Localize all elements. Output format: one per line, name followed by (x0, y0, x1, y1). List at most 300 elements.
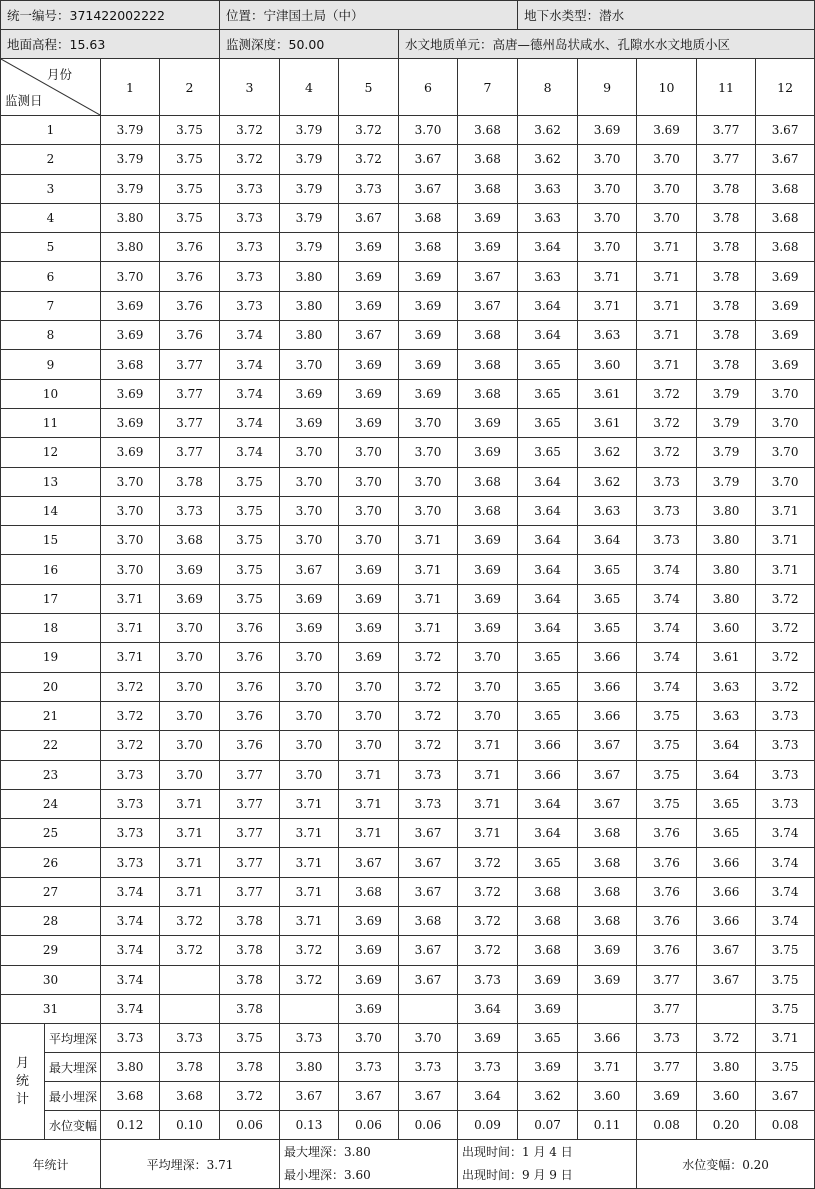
stats-row (1, 1111, 815, 1140)
stat-value-cell: 0.06 (339, 1111, 399, 1140)
depth-value-cell: 3.70 (458, 701, 518, 730)
depth-value-cell: 3.80 (280, 321, 339, 350)
depth-value-cell: 3.77 (160, 438, 220, 467)
depth-value-cell: 3.70 (756, 408, 815, 437)
depth-value-cell: 3.79 (101, 145, 160, 174)
depth-value-cell: 3.76 (160, 262, 220, 291)
day-cell: 9 (1, 350, 101, 379)
depth-value-cell: 3.66 (578, 701, 637, 730)
depth-value-cell: 3.70 (160, 614, 220, 643)
depth-value-cell: 3.71 (101, 584, 160, 613)
day-cell: 27 (1, 877, 101, 906)
depth-value-cell: 3.69 (339, 555, 399, 584)
stat-value-cell: 3.73 (280, 1024, 339, 1053)
table-row (1, 555, 815, 584)
depth-value-cell: 3.71 (578, 291, 637, 320)
depth-value-cell: 3.70 (339, 701, 399, 730)
annual-min-depth: 最小埋深：3.60 (284, 1168, 371, 1183)
depth-value-cell: 3.68 (458, 379, 518, 408)
depth-value-cell: 3.74 (101, 936, 160, 965)
table-row (1, 760, 815, 789)
stat-value-cell: 3.78 (220, 1053, 280, 1082)
depth-value-cell: 3.65 (578, 584, 637, 613)
depth-value-cell: 3.64 (518, 526, 578, 555)
depth-value-cell: 3.68 (399, 233, 458, 262)
stat-value-cell: 3.68 (101, 1082, 160, 1111)
depth-value-cell (160, 965, 220, 994)
depth-value-cell: 3.69 (339, 379, 399, 408)
depth-value-cell: 3.69 (458, 408, 518, 437)
depth-value-cell: 3.75 (220, 496, 280, 525)
stat-value-cell: 3.73 (399, 1053, 458, 1082)
depth-value-cell: 3.68 (458, 496, 518, 525)
depth-value-cell: 3.67 (399, 877, 458, 906)
month-header-5: 5 (339, 59, 399, 116)
depth-value-cell: 3.66 (697, 907, 756, 936)
depth-value-cell: 3.67 (399, 174, 458, 203)
depth-value-cell: 3.67 (578, 731, 637, 760)
depth-value-cell: 3.65 (518, 408, 578, 437)
depth-value-cell: 3.70 (399, 116, 458, 145)
depth-value-cell: 3.71 (637, 262, 697, 291)
depth-value-cell: 3.72 (458, 877, 518, 906)
depth-value-cell: 3.61 (578, 379, 637, 408)
depth-value-cell: 3.69 (101, 291, 160, 320)
depth-value-cell: 3.70 (280, 350, 339, 379)
depth-value-cell: 3.69 (339, 994, 399, 1023)
depth-value-cell: 3.80 (280, 291, 339, 320)
depth-value-cell: 3.79 (697, 379, 756, 408)
table-row (1, 174, 815, 203)
depth-value-cell: 3.72 (637, 408, 697, 437)
depth-value-cell: 3.65 (518, 350, 578, 379)
depth-value-cell: 3.70 (399, 408, 458, 437)
stat-value-cell: 0.06 (399, 1111, 458, 1140)
depth-value-cell: 3.72 (399, 643, 458, 672)
depth-value-cell: 3.80 (697, 555, 756, 584)
depth-value-cell: 3.71 (160, 819, 220, 848)
depth-value-cell: 3.64 (518, 555, 578, 584)
depth-value-cell: 3.64 (518, 467, 578, 496)
depth-value-cell: 3.69 (458, 555, 518, 584)
day-cell: 6 (1, 262, 101, 291)
depth-value-cell: 3.70 (280, 438, 339, 467)
depth-value-cell: 3.70 (280, 467, 339, 496)
depth-value-cell: 3.71 (399, 555, 458, 584)
depth-value-cell: 3.76 (637, 936, 697, 965)
depth-value-cell: 3.74 (637, 584, 697, 613)
stat-value-cell: 0.08 (637, 1111, 697, 1140)
depth-value-cell: 3.65 (518, 438, 578, 467)
depth-value-cell: 3.69 (578, 936, 637, 965)
depth-value-cell: 3.69 (399, 321, 458, 350)
depth-value-cell: 3.78 (220, 965, 280, 994)
depth-value-cell: 3.70 (160, 731, 220, 760)
table-row (1, 965, 815, 994)
depth-value-cell: 3.69 (756, 291, 815, 320)
stat-value-cell: 3.80 (101, 1053, 160, 1082)
depth-value-cell: 3.68 (458, 116, 518, 145)
month-header-2: 2 (160, 59, 220, 116)
depth-value-cell: 3.73 (101, 848, 160, 877)
depth-value-cell: 3.69 (280, 379, 339, 408)
depth-value-cell: 3.70 (399, 496, 458, 525)
monitoring-depth: 监测深度：50.00 (220, 30, 399, 59)
depth-value-cell: 3.70 (458, 672, 518, 701)
month-header-11: 11 (697, 59, 756, 116)
depth-value-cell: 3.69 (101, 321, 160, 350)
depth-value-cell: 3.67 (458, 291, 518, 320)
depth-value-cell: 3.70 (339, 731, 399, 760)
depth-value-cell: 3.74 (101, 907, 160, 936)
depth-value-cell: 3.76 (160, 291, 220, 320)
depth-value-cell: 3.70 (339, 438, 399, 467)
depth-value-cell: 3.70 (280, 731, 339, 760)
depth-value-cell: 3.67 (578, 760, 637, 789)
depth-value-cell: 3.72 (280, 965, 339, 994)
depth-value-cell: 3.73 (220, 262, 280, 291)
depth-value-cell: 3.70 (280, 643, 339, 672)
stat-value-cell: 0.11 (578, 1111, 637, 1140)
month-header-row (1, 59, 815, 116)
depth-value-cell: 3.70 (578, 233, 637, 262)
depth-value-cell: 3.70 (280, 496, 339, 525)
stat-value-cell: 3.73 (458, 1053, 518, 1082)
depth-value-cell: 3.77 (220, 760, 280, 789)
annual-stats-row (1, 1140, 815, 1189)
depth-value-cell: 3.69 (339, 262, 399, 291)
depth-value-cell: 3.64 (518, 614, 578, 643)
stat-value-cell: 0.08 (756, 1111, 815, 1140)
stat-name: 最大埋深 (45, 1053, 101, 1082)
depth-value-cell: 3.71 (160, 877, 220, 906)
depth-value-cell: 3.71 (399, 614, 458, 643)
depth-value-cell: 3.72 (220, 145, 280, 174)
depth-value-cell: 3.79 (280, 174, 339, 203)
depth-value-cell: 3.69 (339, 408, 399, 437)
depth-value-cell: 3.78 (220, 994, 280, 1023)
depth-value-cell: 3.72 (399, 701, 458, 730)
stat-value-cell: 3.73 (339, 1053, 399, 1082)
depth-value-cell: 3.70 (339, 496, 399, 525)
depth-value-cell: 3.75 (637, 731, 697, 760)
day-axis-label: 监测日 (5, 93, 43, 108)
depth-value-cell: 3.79 (101, 116, 160, 145)
depth-value-cell: 3.73 (399, 789, 458, 818)
depth-value-cell: 3.73 (399, 760, 458, 789)
depth-value-cell: 3.64 (518, 496, 578, 525)
depth-value-cell: 3.69 (518, 994, 578, 1023)
diagonal-header-cell (1, 59, 101, 116)
monthly-stats-label-char: 统 (15, 1073, 29, 1089)
depth-value-cell: 3.76 (160, 321, 220, 350)
depth-value-cell: 3.78 (697, 262, 756, 291)
depth-value-cell: 3.68 (399, 203, 458, 232)
day-cell: 4 (1, 203, 101, 232)
depth-value-cell: 3.69 (399, 350, 458, 379)
depth-value-cell: 3.79 (697, 438, 756, 467)
stat-name: 平均埋深 (45, 1024, 101, 1053)
depth-value-cell: 3.75 (756, 936, 815, 965)
depth-value-cell: 3.69 (339, 584, 399, 613)
depth-value-cell: 3.73 (756, 760, 815, 789)
depth-value-cell: 3.67 (399, 848, 458, 877)
depth-value-cell: 3.71 (458, 760, 518, 789)
depth-value-cell: 3.71 (756, 496, 815, 525)
table-row (1, 496, 815, 525)
depth-value-cell: 3.71 (280, 819, 339, 848)
table-row (1, 291, 815, 320)
annual-extreme-times (458, 1140, 637, 1189)
annual-extremes (280, 1140, 458, 1189)
table-row (1, 408, 815, 437)
stat-value-cell: 3.75 (220, 1024, 280, 1053)
depth-value-cell: 3.65 (518, 701, 578, 730)
depth-value-cell: 3.75 (160, 116, 220, 145)
day-cell: 13 (1, 467, 101, 496)
depth-value-cell: 3.73 (160, 496, 220, 525)
depth-value-cell: 3.69 (458, 233, 518, 262)
depth-value-cell: 3.79 (280, 145, 339, 174)
depth-value-cell: 3.72 (756, 614, 815, 643)
depth-value-cell: 3.74 (637, 555, 697, 584)
depth-value-cell: 3.65 (578, 614, 637, 643)
depth-value-cell: 3.63 (518, 174, 578, 203)
depth-value-cell: 3.75 (756, 994, 815, 1023)
depth-value-cell: 3.69 (756, 350, 815, 379)
day-cell: 22 (1, 731, 101, 760)
table-row (1, 936, 815, 965)
depth-value-cell: 3.70 (160, 643, 220, 672)
depth-value-cell: 3.72 (101, 731, 160, 760)
depth-value-cell: 3.63 (518, 203, 578, 232)
table-row (1, 789, 815, 818)
month-header-1: 1 (101, 59, 160, 116)
depth-value-cell (697, 994, 756, 1023)
depth-value-cell: 3.74 (101, 965, 160, 994)
depth-value-cell: 3.65 (518, 672, 578, 701)
depth-value-cell: 3.70 (160, 701, 220, 730)
stat-value-cell: 3.68 (160, 1082, 220, 1111)
depth-value-cell: 3.72 (458, 907, 518, 936)
depth-value-cell: 3.68 (458, 174, 518, 203)
depth-value-cell: 3.69 (339, 291, 399, 320)
depth-value-cell: 3.70 (339, 672, 399, 701)
depth-value-cell: 3.73 (101, 789, 160, 818)
depth-value-cell: 3.74 (220, 321, 280, 350)
depth-value-cell: 3.77 (160, 408, 220, 437)
depth-value-cell: 3.73 (458, 965, 518, 994)
depth-value-cell: 3.69 (160, 584, 220, 613)
depth-value-cell: 3.77 (697, 145, 756, 174)
depth-value-cell: 3.70 (280, 701, 339, 730)
table-row (1, 321, 815, 350)
depth-value-cell: 3.65 (518, 848, 578, 877)
depth-value-cell: 3.69 (280, 614, 339, 643)
depth-value-cell: 3.72 (160, 936, 220, 965)
day-cell: 8 (1, 321, 101, 350)
table-row (1, 145, 815, 174)
day-cell: 5 (1, 233, 101, 262)
depth-value-cell: 3.67 (697, 965, 756, 994)
depth-value-cell: 3.79 (280, 116, 339, 145)
depth-value-cell: 3.77 (220, 877, 280, 906)
table-row (1, 994, 815, 1023)
depth-value-cell: 3.64 (518, 789, 578, 818)
depth-value-cell: 3.72 (756, 672, 815, 701)
depth-value-cell: 3.73 (756, 731, 815, 760)
depth-value-cell: 3.68 (518, 877, 578, 906)
stat-value-cell: 3.60 (578, 1082, 637, 1111)
depth-value-cell: 3.62 (578, 467, 637, 496)
month-header-7: 7 (458, 59, 518, 116)
depth-value-cell: 3.78 (697, 291, 756, 320)
depth-value-cell: 3.69 (458, 203, 518, 232)
depth-value-cell: 3.73 (637, 526, 697, 555)
depth-value-cell: 3.79 (280, 233, 339, 262)
stat-value-cell: 0.20 (697, 1111, 756, 1140)
depth-value-cell: 3.68 (458, 321, 518, 350)
monthly-stats-label-char: 月 (15, 1055, 29, 1071)
day-cell: 16 (1, 555, 101, 584)
day-cell: 11 (1, 408, 101, 437)
depth-value-cell: 3.74 (101, 877, 160, 906)
stat-value-cell: 3.70 (399, 1024, 458, 1053)
depth-value-cell: 3.70 (339, 526, 399, 555)
depth-value-cell: 3.69 (339, 614, 399, 643)
depth-value-cell: 3.69 (339, 643, 399, 672)
depth-value-cell: 3.70 (280, 760, 339, 789)
depth-value-cell: 3.64 (578, 526, 637, 555)
depth-value-cell: 3.74 (637, 614, 697, 643)
annual-range: 水位变幅：0.20 (637, 1140, 815, 1189)
depth-value-cell: 3.69 (339, 350, 399, 379)
depth-value-cell: 3.75 (160, 174, 220, 203)
depth-value-cell: 3.71 (160, 848, 220, 877)
depth-value-cell (578, 994, 637, 1023)
depth-value-cell: 3.76 (637, 907, 697, 936)
day-cell: 2 (1, 145, 101, 174)
depth-value-cell: 3.70 (458, 643, 518, 672)
month-header-6: 6 (399, 59, 458, 116)
depth-value-cell: 3.74 (101, 994, 160, 1023)
annual-average: 平均埋深：3.71 (101, 1140, 280, 1189)
depth-value-cell: 3.72 (637, 379, 697, 408)
day-cell: 29 (1, 936, 101, 965)
depth-value-cell: 3.69 (399, 379, 458, 408)
depth-value-cell: 3.71 (458, 789, 518, 818)
depth-value-cell: 3.78 (697, 350, 756, 379)
depth-value-cell: 3.70 (160, 760, 220, 789)
depth-value-cell: 3.71 (399, 584, 458, 613)
table-row (1, 350, 815, 379)
depth-value-cell: 3.67 (280, 555, 339, 584)
stat-value-cell: 3.69 (458, 1024, 518, 1053)
depth-value-cell: 3.77 (160, 350, 220, 379)
depth-value-cell: 3.70 (578, 145, 637, 174)
stat-value-cell: 3.67 (399, 1082, 458, 1111)
depth-value-cell: 3.70 (637, 203, 697, 232)
depth-value-cell: 3.78 (220, 936, 280, 965)
month-axis-label: 月份 (46, 67, 72, 82)
depth-value-cell: 3.69 (280, 584, 339, 613)
depth-value-cell: 3.74 (756, 848, 815, 877)
stat-value-cell: 3.69 (518, 1053, 578, 1082)
monthly-stats-label (1, 1024, 45, 1140)
table-row (1, 848, 815, 877)
depth-value-cell: 3.74 (756, 877, 815, 906)
depth-value-cell: 3.73 (220, 233, 280, 262)
depth-value-cell: 3.63 (578, 496, 637, 525)
depth-value-cell: 3.79 (697, 467, 756, 496)
month-header-9: 9 (578, 59, 637, 116)
depth-value-cell: 3.70 (280, 526, 339, 555)
day-cell: 14 (1, 496, 101, 525)
depth-value-cell: 3.76 (160, 233, 220, 262)
depth-value-cell: 3.67 (578, 789, 637, 818)
depth-value-cell: 3.78 (697, 174, 756, 203)
depth-value-cell: 3.69 (339, 233, 399, 262)
depth-value-cell: 3.70 (339, 467, 399, 496)
depth-value-cell: 3.80 (280, 262, 339, 291)
depth-value-cell: 3.62 (518, 116, 578, 145)
depth-value-cell: 3.65 (697, 819, 756, 848)
depth-value-cell: 3.80 (697, 496, 756, 525)
day-cell: 21 (1, 701, 101, 730)
depth-value-cell: 3.65 (518, 643, 578, 672)
table-row (1, 379, 815, 408)
table-row (1, 526, 815, 555)
depth-value-cell: 3.73 (220, 174, 280, 203)
table-row (1, 701, 815, 730)
stats-row (1, 1024, 815, 1053)
table-row (1, 116, 815, 145)
month-header-10: 10 (637, 59, 697, 116)
depth-value-cell: 3.66 (518, 760, 578, 789)
stat-name: 水位变幅 (45, 1111, 101, 1140)
depth-value-cell: 3.69 (160, 555, 220, 584)
stat-value-cell: 3.60 (697, 1082, 756, 1111)
depth-value-cell: 3.74 (220, 379, 280, 408)
depth-value-cell: 3.73 (756, 789, 815, 818)
depth-value-cell: 3.70 (578, 174, 637, 203)
stat-value-cell: 3.73 (637, 1024, 697, 1053)
depth-value-cell: 3.69 (458, 526, 518, 555)
day-cell: 20 (1, 672, 101, 701)
depth-value-cell: 3.73 (220, 291, 280, 320)
stats-row (1, 1082, 815, 1111)
depth-value-cell: 3.71 (339, 760, 399, 789)
stat-value-cell: 3.69 (637, 1082, 697, 1111)
depth-value-cell: 3.64 (518, 819, 578, 848)
annual-stats-label: 年统计 (1, 1140, 101, 1189)
depth-value-cell: 3.78 (220, 907, 280, 936)
depth-value-cell: 3.66 (697, 848, 756, 877)
depth-value-cell: 3.77 (160, 379, 220, 408)
day-cell: 19 (1, 643, 101, 672)
depth-value-cell: 3.76 (220, 701, 280, 730)
depth-value-cell: 3.69 (458, 438, 518, 467)
depth-value-cell: 3.71 (458, 731, 518, 760)
depth-value-cell: 3.64 (518, 584, 578, 613)
station-id: 统一编号：371422002222 (1, 1, 220, 30)
depth-value-cell: 3.76 (220, 614, 280, 643)
depth-value-cell: 3.64 (697, 760, 756, 789)
depth-value-cell: 3.64 (518, 321, 578, 350)
depth-value-cell: 3.69 (458, 584, 518, 613)
stat-value-cell: 3.67 (756, 1082, 815, 1111)
depth-value-cell: 3.69 (101, 379, 160, 408)
